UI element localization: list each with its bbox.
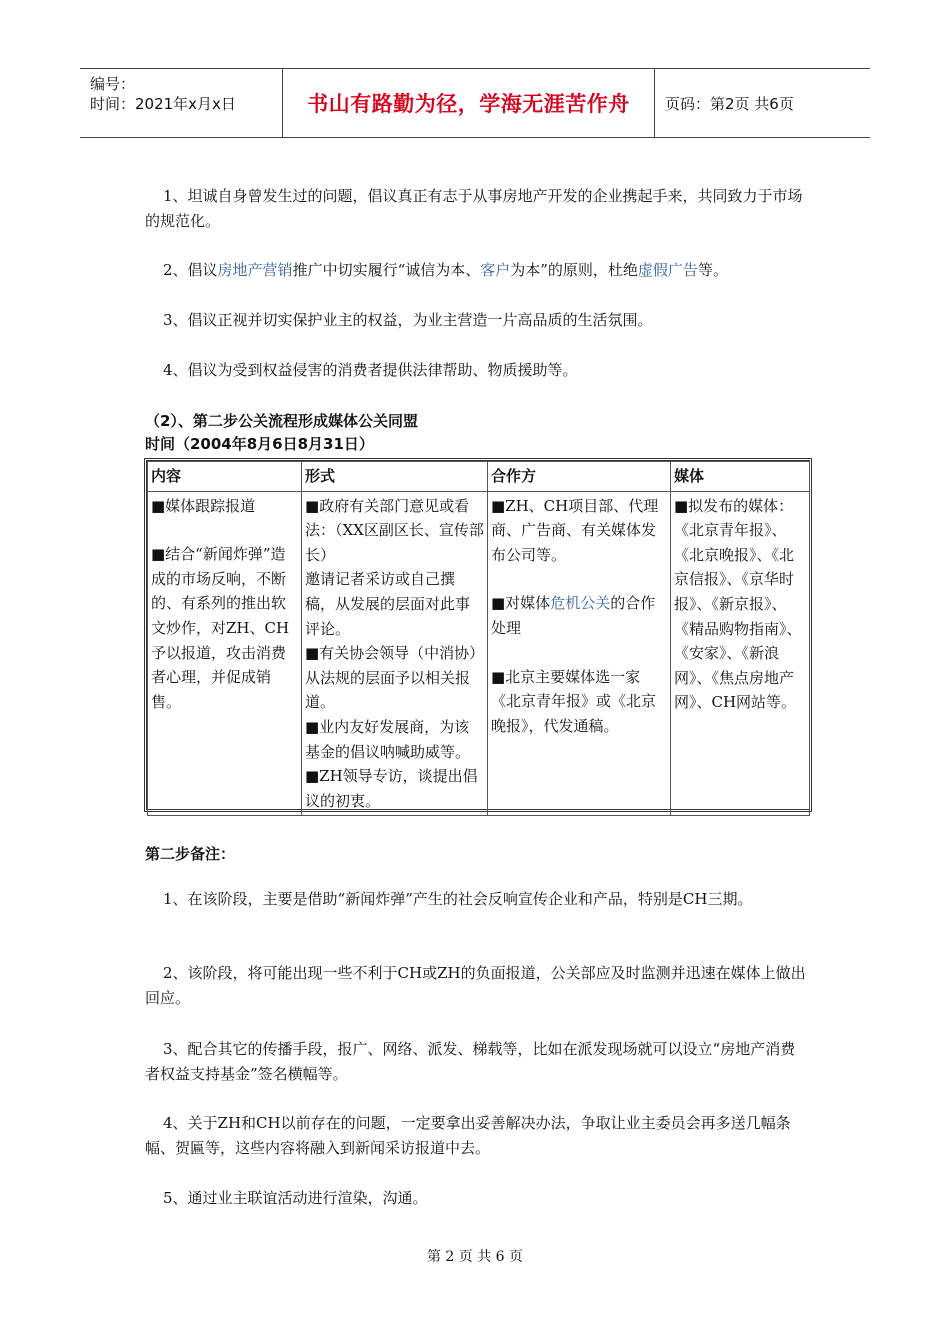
intro-p2-text-a: 2、倡议 [163,261,218,279]
intro-p2-text-c: 为本”的原则，杜绝 [510,261,638,279]
partner-item-3: ■北京主要媒体选一家《北京青年报》或《北京晚报》，代发通稿。 [491,667,657,735]
header-page-info: 页码：第2页 共6页 [665,94,794,113]
intro-p1-text: 1、坦诚自身曾发生过的问题，倡议真正有志于从事房地产开发的企业携起手来，共同致力于市场的规范化。 [145,187,803,230]
link-crisis-pr[interactable]: 危机公关 [550,594,611,613]
intro-paragraph-1 [145,184,810,234]
header-motto-cell [283,69,655,137]
table-header-row [148,462,810,492]
partner-item-1: ■ZH、CH项目部、代理商、广告商、有关媒体发布公司等。 [491,496,659,564]
note-item-1-text: 1、在该阶段，主要是借助“新闻炸弹”产生的社会反响宣传企业和产品，特别是CH三期。 [163,890,753,908]
partner-item-2 [491,591,667,640]
table-row [148,491,810,816]
content-item-2: ■结合“新闻炸弹”造成的市场反响，不断的、有系列的推出软文炒作，对ZH、CH予以报道，攻击消费者心理，并促成销售。 [151,545,290,711]
form-item-3: ■有关协会领导（中消协）从法规的层面予以相关报道。 [305,644,477,712]
cell-content [148,491,302,816]
intro-paragraph-2 [145,258,810,283]
form-item-1: ■政府有关部门意见或看法：（XX区副区长、宣传部长） [305,496,484,564]
link-real-estate-marketing[interactable]: 房地产营销 [217,261,293,279]
intro-p3-text: 3、倡议正视并切实保护业主的权益，为业主营造一片高品质的生活氛围。 [163,311,653,329]
section-title: （2）、第二步公关流程形成媒体公关同盟 [145,412,418,430]
cell-media [671,491,810,816]
media-alliance-table [144,458,812,812]
table-header-content: 内容 [148,462,302,492]
link-false-advertising[interactable]: 虚假广告 [637,261,698,279]
cell-partner [488,491,671,816]
page-footer: 第 2 页 共 6 页 [426,1249,524,1265]
note-item-4 [145,1111,810,1161]
motto-text: 书山有路勤为径，学海无涯苦作舟 [307,92,630,116]
header-meta [80,69,283,137]
intro-paragraph-4 [145,358,810,383]
document-number-label: 编号： [90,75,136,93]
note-item-5-text: 5、通过业主联谊活动进行渲染，沟通。 [163,1189,428,1207]
header-page-cell [655,69,870,137]
form-item-2: 邀请记者采访或自己撰稿，从发展的层面对此事评论。 [305,570,471,638]
intro-paragraph-3 [145,308,810,333]
intro-p4-text: 4、倡议为受到权益侵害的消费者提供法律帮助、物质援助等。 [163,361,578,379]
table-header-media: 媒体 [671,462,810,492]
form-item-4: ■业内友好发展商，为该基金的倡议呐喊助威等。 [305,717,471,761]
page-header [80,68,870,138]
cell-form [302,491,488,816]
table-header-partner: 合作方 [488,462,671,492]
note-item-2 [145,961,810,1011]
partner-item-2-b: 的合作处理 [491,594,656,637]
form-item-5: ■ZH领导专访，谈提出倡议的初衷。 [305,767,478,810]
partner-item-2-a: ■对媒体 [491,594,551,613]
note-item-3 [145,1037,810,1087]
notes-title: 第二步备注： [145,845,236,863]
content-item-1: ■媒体跟踪报道 [151,496,256,515]
table-header-form: 形式 [302,462,488,492]
document-date-label: 时间：2021年x月x日 [90,95,236,113]
note-item-3-text: 3、配合其它的传播手段，报广、网络、派发、梯载等，比如在派发现场就可以设立“房地产消费者权益支持基金”签名横幅等。 [145,1040,796,1083]
media-item-1: ■拟发布的媒体：《北京青年报》、《北京晚报》、《北京信报》、《京华时报》、《新京报》、《精品购物指南》、《安家》、《新浪网》、《焦点房地产网》、CH网站等。 [674,496,802,712]
note-item-4-text: 4、关于ZH和CH以前存在的问题，一定要拿出妥善解决办法，争取让业主委员会再多送几幅条幅、贺匾等，这些内容将融入到新闻采访报道中去。 [145,1114,791,1157]
note-item-1 [145,887,810,912]
note-item-2-text: 2、该阶段，将可能出现一些不利于CH或ZH的负面报道，公关部应及时监测并迅速在媒体上做出回应。 [145,964,806,1007]
link-customer[interactable]: 客户 [480,261,511,279]
section-time: 时间（2004年8月6日8月31日） [145,435,374,453]
intro-p2-text-b: 推广中切实履行“诚信为本、 [292,261,481,279]
intro-p2-text-d: 等。 [697,261,728,279]
note-item-5 [145,1186,810,1211]
